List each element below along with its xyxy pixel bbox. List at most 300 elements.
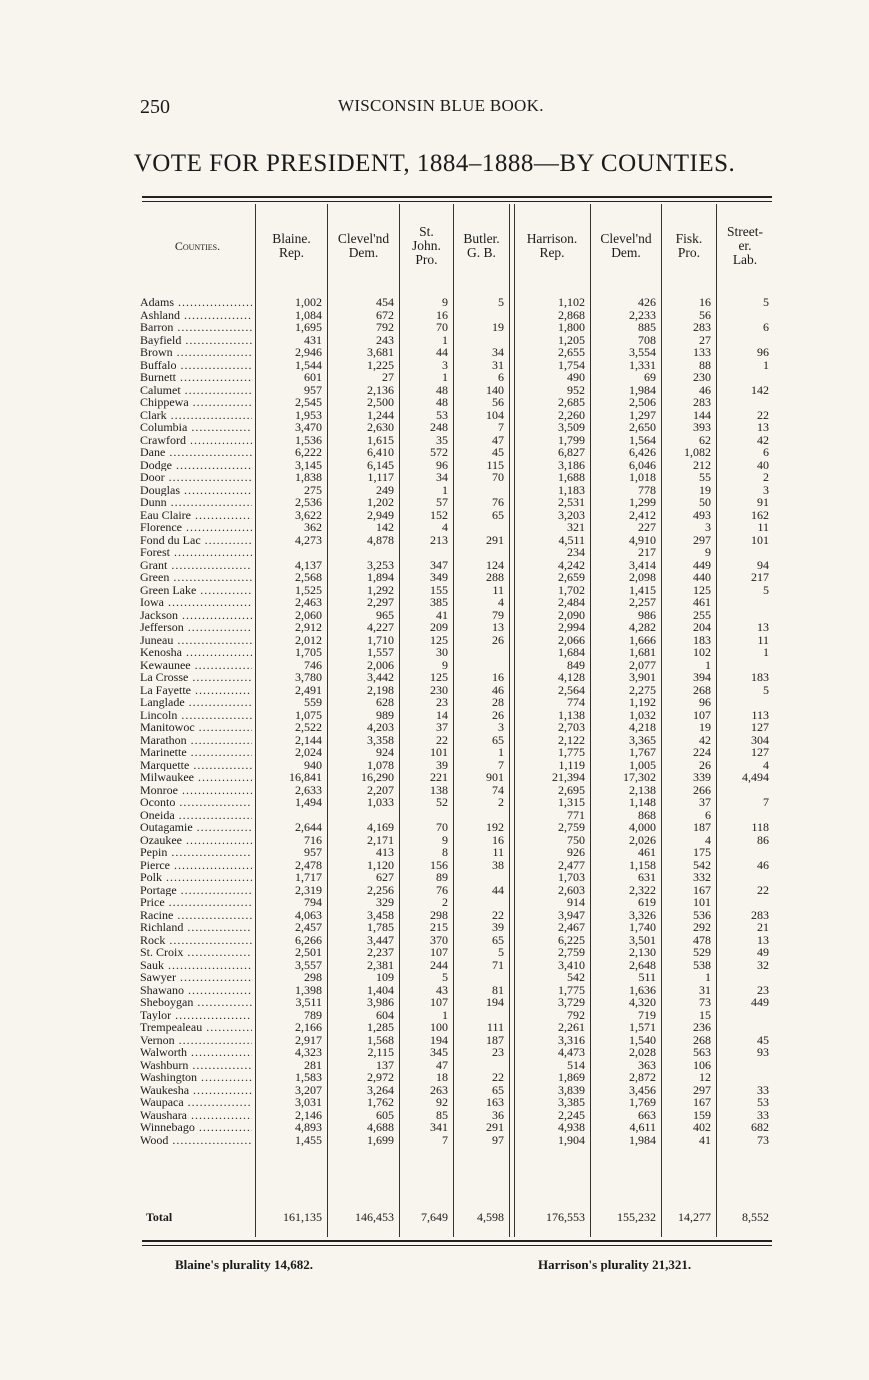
butler-votes: 11 — [492, 845, 504, 859]
fisk-votes: 19 — [699, 720, 711, 734]
cleveland-1888-votes: 719 — [638, 1007, 656, 1022]
table-row — [140, 534, 773, 547]
cleveland-1884-votes: 4,203 — [367, 720, 394, 734]
blaine-votes: 3,557 — [295, 957, 322, 972]
table-row — [140, 1084, 773, 1097]
top-rule-thick — [142, 196, 772, 198]
streeter-votes: 45 — [757, 1032, 769, 1047]
blaine-votes: 2,463 — [295, 595, 322, 609]
county-name: Taylor ..... — [140, 1009, 252, 1022]
cleveland-1884-votes: 989 — [376, 707, 394, 722]
cleveland-1888-votes: 868 — [638, 807, 656, 822]
fisk-votes: 224 — [693, 745, 711, 759]
cleveland-1884-votes: 627 — [376, 870, 394, 884]
st-john-votes: 125 — [430, 632, 448, 647]
st-john-votes: 2 — [442, 895, 448, 909]
blaine-votes: 1,583 — [295, 1070, 322, 1084]
cleveland-1884-votes: 672 — [376, 307, 394, 322]
fisk-votes: 19 — [699, 482, 711, 497]
cleveland-1888-votes: 2,098 — [629, 570, 656, 584]
fisk-votes: 167 — [693, 1095, 711, 1109]
county-name: La Fayette ..... — [140, 684, 252, 697]
butler-votes: 70 — [492, 470, 504, 484]
county-name: Trempealeau ..... — [140, 1021, 252, 1034]
st-john-votes: 221 — [430, 770, 448, 784]
st-john-votes: 47 — [436, 1057, 448, 1072]
streeter-votes: 127 — [751, 745, 769, 759]
fisk-votes: 461 — [693, 595, 711, 609]
total-fisk: 14,277 — [678, 1210, 711, 1224]
cleveland-1888-votes: 3,365 — [629, 732, 656, 747]
streeter-votes: 5 — [763, 682, 769, 697]
streeter-votes: 162 — [751, 507, 769, 522]
streeter-votes: 32 — [757, 957, 769, 972]
table-row — [140, 709, 773, 722]
cleveland-1888-votes: 1,018 — [629, 470, 656, 484]
county-name: Marathon ..... — [140, 734, 252, 747]
streeter-votes: 33 — [757, 1082, 769, 1097]
cleveland-1888-votes: 1,571 — [629, 1020, 656, 1034]
table-row — [140, 509, 773, 522]
cleveland-1884-votes: 2,006 — [367, 657, 394, 672]
streeter-votes: 304 — [751, 732, 769, 747]
blaine-votes: 2,522 — [295, 720, 322, 734]
table-row — [140, 1034, 773, 1047]
streeter-votes: 2 — [763, 470, 769, 484]
fisk-votes: 402 — [693, 1120, 711, 1134]
butler-votes: 291 — [486, 532, 504, 547]
fisk-votes: 212 — [693, 457, 711, 472]
blaine-votes: 2,166 — [295, 1020, 322, 1034]
st-john-votes: 76 — [436, 882, 448, 897]
cleveland-1888-votes: 4,611 — [629, 1120, 656, 1134]
table-row — [140, 484, 773, 497]
st-john-votes: 125 — [430, 670, 448, 684]
blaine-votes: 2,491 — [295, 682, 322, 697]
butler-votes: 104 — [486, 407, 504, 422]
table-row — [140, 959, 773, 972]
cleveland-1884-votes: 249 — [376, 482, 394, 497]
streeter-votes: 46 — [757, 857, 769, 872]
table-row — [140, 896, 773, 909]
harrison-votes: 2,122 — [558, 732, 585, 747]
blaine-votes: 4,323 — [295, 1045, 322, 1059]
cleveland-1888-votes: 4,218 — [629, 720, 656, 734]
table-row — [140, 409, 773, 422]
blaine-votes: 3,622 — [295, 507, 322, 522]
fisk-votes: 88 — [699, 357, 711, 372]
fisk-votes: 493 — [693, 507, 711, 522]
table-row — [140, 634, 773, 647]
harrison-votes: 3,203 — [558, 507, 585, 522]
st-john-votes: 3 — [442, 357, 448, 372]
st-john-votes: 385 — [430, 595, 448, 609]
cleveland-1888-votes: 426 — [638, 295, 656, 309]
cleveland-1888-votes: 1,192 — [629, 695, 656, 709]
blaine-votes: 4,893 — [295, 1120, 322, 1134]
st-john-votes: 70 — [436, 320, 448, 334]
county-name: Ozaukee ..... — [140, 834, 252, 847]
blaine-votes: 1,075 — [295, 707, 322, 722]
cleveland-1884-votes: 3,681 — [367, 345, 394, 359]
blaine-votes: 940 — [304, 757, 322, 772]
fisk-votes: 42 — [699, 732, 711, 747]
cleveland-1884-votes: 329 — [376, 895, 394, 909]
fisk-votes: 283 — [693, 395, 711, 409]
cleveland-1888-votes: 2,026 — [629, 832, 656, 847]
st-john-votes: 57 — [436, 495, 448, 509]
st-john-votes: 138 — [430, 782, 448, 797]
blaine-votes: 6,222 — [295, 445, 322, 459]
harrison-votes: 2,703 — [558, 720, 585, 734]
county-name: Buffalo ..... — [140, 359, 252, 372]
blaine-votes: 1,525 — [295, 582, 322, 597]
cleveland-1884-votes: 454 — [376, 295, 394, 309]
blaine-votes: 1,717 — [295, 870, 322, 884]
fisk-votes: 73 — [699, 995, 711, 1009]
harrison-votes: 4,473 — [558, 1045, 585, 1059]
county-name: Barron ..... — [140, 321, 252, 334]
harrison-votes: 3,729 — [558, 995, 585, 1009]
streeter-votes: 6 — [763, 320, 769, 334]
fisk-votes: 12 — [699, 1070, 711, 1084]
bottom-rule-thick — [142, 1240, 772, 1242]
table-row — [140, 371, 773, 384]
st-john-votes: 39 — [436, 757, 448, 772]
butler-votes: 39 — [492, 920, 504, 934]
table-row — [140, 596, 773, 609]
streeter-votes: 53 — [757, 1095, 769, 1109]
blaine-votes: 4,063 — [295, 907, 322, 922]
butler-votes: 65 — [492, 1082, 504, 1097]
harrison-votes: 1,775 — [558, 745, 585, 759]
fisk-votes: 394 — [693, 670, 711, 684]
st-john-votes: 5 — [442, 970, 448, 984]
county-name: Juneau ..... — [140, 634, 252, 647]
fisk-votes: 125 — [693, 582, 711, 597]
cleveland-1884-votes: 1,785 — [367, 920, 394, 934]
blaine-votes: 4,273 — [295, 532, 322, 547]
cleveland-1888-votes: 4,910 — [629, 532, 656, 547]
header-cleveland-1884: Clevel'nd Dem. — [337, 230, 390, 260]
cleveland-1888-votes: 1,158 — [629, 857, 656, 872]
table-row — [140, 871, 773, 884]
county-name: Eau Claire ..... — [140, 509, 252, 522]
cleveland-1884-votes: 2,115 — [367, 1045, 394, 1059]
fisk-votes: 268 — [693, 682, 711, 697]
top-rule-thin — [142, 201, 772, 202]
fisk-votes: 478 — [693, 932, 711, 947]
st-john-votes: 48 — [436, 382, 448, 397]
table-row — [140, 471, 773, 484]
streeter-votes: 5 — [763, 295, 769, 309]
table-row — [140, 1059, 773, 1072]
butler-votes: 65 — [492, 932, 504, 947]
total-row — [140, 1209, 773, 1225]
header-butler: Butler. G. B. — [463, 230, 500, 260]
fisk-votes: 15 — [699, 1007, 711, 1022]
st-john-votes: 155 — [430, 582, 448, 597]
st-john-votes: 213 — [430, 532, 448, 547]
cleveland-1888-votes: 1,740 — [629, 920, 656, 934]
blaine-votes: 3,511 — [295, 995, 322, 1009]
blaine-votes: 2,917 — [295, 1032, 322, 1047]
blaine-votes: 4,137 — [295, 557, 322, 572]
county-name: Waushara ..... — [140, 1109, 252, 1122]
harrison-votes: 1,119 — [558, 757, 585, 772]
harrison-votes: 1,799 — [558, 432, 585, 447]
harrison-votes: 792 — [567, 1007, 585, 1022]
table-row — [140, 734, 773, 747]
harrison-votes: 1,754 — [558, 357, 585, 372]
table-row — [140, 671, 773, 684]
butler-votes: 288 — [486, 570, 504, 584]
blaine-votes: 275 — [304, 482, 322, 497]
cleveland-1884-votes: 2,256 — [367, 882, 394, 897]
streeter-votes: 142 — [751, 382, 769, 397]
blaine-votes: 3,780 — [295, 670, 322, 684]
bottom-rule-thin — [142, 1245, 772, 1246]
cleveland-1884-votes: 604 — [376, 1007, 394, 1022]
st-john-votes: 572 — [430, 445, 448, 459]
harrison-votes: 2,994 — [558, 620, 585, 634]
cleveland-1884-votes: 6,410 — [367, 445, 394, 459]
fisk-votes: 26 — [699, 757, 711, 772]
harrison-votes: 6,225 — [558, 932, 585, 947]
fisk-votes: 167 — [693, 882, 711, 897]
cleveland-1884-votes: 2,136 — [367, 382, 394, 397]
st-john-votes: 215 — [430, 920, 448, 934]
st-john-votes: 100 — [430, 1020, 448, 1034]
st-john-votes: 9 — [442, 832, 448, 847]
table-row — [140, 421, 773, 434]
cleveland-1884-votes: 2,949 — [367, 507, 394, 522]
total-cleveland-1888: 155,232 — [617, 1210, 656, 1224]
cleveland-1888-votes: 2,233 — [629, 307, 656, 322]
table-row — [140, 784, 773, 797]
butler-votes: 140 — [486, 382, 504, 397]
butler-votes: 115 — [486, 457, 504, 472]
cleveland-1884-votes: 2,972 — [367, 1070, 394, 1084]
harrison-votes: 2,260 — [558, 407, 585, 422]
cleveland-1888-votes: 3,456 — [629, 1082, 656, 1097]
streeter-votes: 7 — [763, 795, 769, 809]
harrison-plurality: Harrison's plurality 21,321. — [538, 1257, 692, 1272]
table-row — [140, 446, 773, 459]
blaine-votes: 2,024 — [295, 745, 322, 759]
fisk-votes: 56 — [699, 307, 711, 322]
cleveland-1888-votes: 3,501 — [629, 932, 656, 947]
county-name: Green Lake ..... — [140, 584, 252, 597]
streeter-votes: 101 — [751, 532, 769, 547]
county-name: Washington ..... — [140, 1071, 252, 1084]
cleveland-1888-votes: 631 — [638, 870, 656, 884]
table-row — [140, 1096, 773, 1109]
butler-votes: 187 — [486, 1032, 504, 1047]
fisk-votes: 102 — [693, 645, 711, 659]
table-row — [140, 546, 773, 559]
fisk-votes: 41 — [699, 1132, 711, 1147]
streeter-votes: 682 — [751, 1120, 769, 1134]
cleveland-1888-votes: 2,028 — [629, 1045, 656, 1059]
butler-votes: 3 — [498, 720, 504, 734]
harrison-votes: 2,066 — [558, 632, 585, 647]
cleveland-1888-votes: 1,564 — [629, 432, 656, 447]
blaine-votes: 2,012 — [295, 632, 322, 647]
table-row — [140, 934, 773, 947]
table-row — [140, 646, 773, 659]
fisk-votes: 106 — [693, 1057, 711, 1072]
table-row — [140, 1046, 773, 1059]
header-harrison: Harrison. Rep. — [526, 230, 578, 260]
st-john-votes: 156 — [430, 857, 448, 872]
county-name: Douglas ..... — [140, 484, 252, 497]
blaine-votes: 2,319 — [295, 882, 322, 897]
cleveland-1884-votes: 1,568 — [367, 1032, 394, 1047]
blaine-votes: 559 — [304, 695, 322, 709]
fisk-votes: 183 — [693, 632, 711, 647]
table-row — [140, 659, 773, 672]
cleveland-1884-votes: 3,264 — [367, 1082, 394, 1097]
table-row — [140, 746, 773, 759]
total-cleveland-1884: 146,453 — [355, 1210, 394, 1224]
cleveland-1884-votes: 1,762 — [367, 1095, 394, 1109]
county-name: Waupaca ..... — [140, 1096, 252, 1109]
blaine-votes: 1,953 — [295, 407, 322, 422]
harrison-votes: 2,467 — [558, 920, 585, 934]
cleveland-1888-votes: 619 — [638, 895, 656, 909]
cleveland-1888-votes: 2,077 — [629, 657, 656, 672]
fisk-votes: 268 — [693, 1032, 711, 1047]
streeter-votes: 127 — [751, 720, 769, 734]
table-row — [140, 334, 773, 347]
butler-votes: 291 — [486, 1120, 504, 1134]
streeter-votes: 113 — [751, 707, 769, 722]
harrison-votes: 1,703 — [558, 870, 585, 884]
cleveland-1884-votes: 2,500 — [367, 395, 394, 409]
table-row — [140, 434, 773, 447]
cleveland-1888-votes: 4,320 — [629, 995, 656, 1009]
cleveland-1884-votes: 1,285 — [367, 1020, 394, 1034]
fisk-votes: 1 — [705, 970, 711, 984]
butler-votes: 5 — [498, 945, 504, 959]
blaine-votes: 2,478 — [295, 857, 322, 872]
table-row — [140, 296, 773, 309]
county-name: Winnebago ..... — [140, 1121, 252, 1134]
harrison-votes: 849 — [567, 657, 585, 672]
harrison-votes: 321 — [567, 520, 585, 534]
cleveland-1888-votes: 6,426 — [629, 445, 656, 459]
table-row — [140, 721, 773, 734]
cleveland-1888-votes: 4,000 — [629, 820, 656, 834]
county-name: Green ..... — [140, 571, 252, 584]
table-row — [140, 584, 773, 597]
streeter-votes: 3 — [763, 482, 769, 497]
cleveland-1884-votes: 628 — [376, 695, 394, 709]
cleveland-1888-votes: 511 — [638, 970, 656, 984]
butler-votes: 194 — [486, 995, 504, 1009]
fisk-votes: 1,082 — [684, 445, 711, 459]
table-row — [140, 859, 773, 872]
cleveland-1884-votes: 27 — [382, 370, 394, 384]
blaine-votes: 1,695 — [295, 320, 322, 334]
butler-votes: 23 — [492, 1045, 504, 1059]
harrison-votes: 2,759 — [558, 820, 585, 834]
blaine-votes: 1,002 — [295, 295, 322, 309]
fisk-votes: 536 — [693, 907, 711, 922]
harrison-votes: 2,477 — [558, 857, 585, 872]
harrison-votes: 1,102 — [558, 295, 585, 309]
fisk-votes: 529 — [693, 945, 711, 959]
cleveland-1884-votes: 1,117 — [367, 470, 394, 484]
harrison-votes: 4,242 — [558, 557, 585, 572]
cleveland-1884-votes: 965 — [376, 607, 394, 622]
st-john-votes: 298 — [430, 907, 448, 922]
butler-votes: 56 — [492, 395, 504, 409]
st-john-votes: 7 — [442, 1132, 448, 1147]
cleveland-1884-votes: 792 — [376, 320, 394, 334]
harrison-votes: 1,205 — [558, 332, 585, 347]
blaine-votes: 957 — [304, 845, 322, 859]
streeter-votes: 283 — [751, 907, 769, 922]
streeter-votes: 93 — [757, 1045, 769, 1059]
st-john-votes: 345 — [430, 1045, 448, 1059]
county-name: Lincoln ..... — [140, 709, 252, 722]
table-row — [140, 321, 773, 334]
blaine-votes: 2,060 — [295, 607, 322, 622]
streeter-votes: 40 — [757, 457, 769, 472]
county-name: Pepin ..... — [140, 846, 252, 859]
fisk-votes: 107 — [693, 707, 711, 722]
county-name: Waukesha ..... — [140, 1084, 252, 1097]
butler-votes: 47 — [492, 432, 504, 447]
cleveland-1888-votes: 3,326 — [629, 907, 656, 922]
county-name: Polk ..... — [140, 871, 252, 884]
cleveland-1888-votes: 1,032 — [629, 707, 656, 722]
st-john-votes: 1 — [442, 1007, 448, 1022]
table-row — [140, 609, 773, 622]
table-row — [140, 521, 773, 534]
fisk-votes: 542 — [693, 857, 711, 872]
streeter-votes: 49 — [757, 945, 769, 959]
cleveland-1888-votes: 227 — [638, 520, 656, 534]
blaine-votes: 2,501 — [295, 945, 322, 959]
cleveland-1884-votes: 1,033 — [367, 795, 394, 809]
cleveland-1884-votes: 4,688 — [367, 1120, 394, 1134]
county-rows — [140, 296, 773, 1146]
harrison-votes: 2,090 — [558, 607, 585, 622]
st-john-votes: 43 — [436, 982, 448, 997]
cleveland-1888-votes: 3,554 — [629, 345, 656, 359]
total-label: Total — [146, 1210, 173, 1224]
cleveland-1884-votes: 2,630 — [367, 420, 394, 434]
st-john-votes: 4 — [442, 520, 448, 534]
harrison-votes: 2,759 — [558, 945, 585, 959]
cleveland-1888-votes: 1,415 — [629, 582, 656, 597]
cleveland-1884-votes: 243 — [376, 332, 394, 347]
table-row — [140, 884, 773, 897]
county-name: Dane ..... — [140, 446, 252, 459]
cleveland-1884-votes: 109 — [376, 970, 394, 984]
butler-votes: 192 — [486, 820, 504, 834]
st-john-votes: 248 — [430, 420, 448, 434]
harrison-votes: 1,702 — [558, 582, 585, 597]
butler-votes: 19 — [492, 320, 504, 334]
total-butler: 4,598 — [477, 1210, 504, 1224]
fisk-votes: 236 — [693, 1020, 711, 1034]
st-john-votes: 92 — [436, 1095, 448, 1109]
harrison-votes: 1,688 — [558, 470, 585, 484]
